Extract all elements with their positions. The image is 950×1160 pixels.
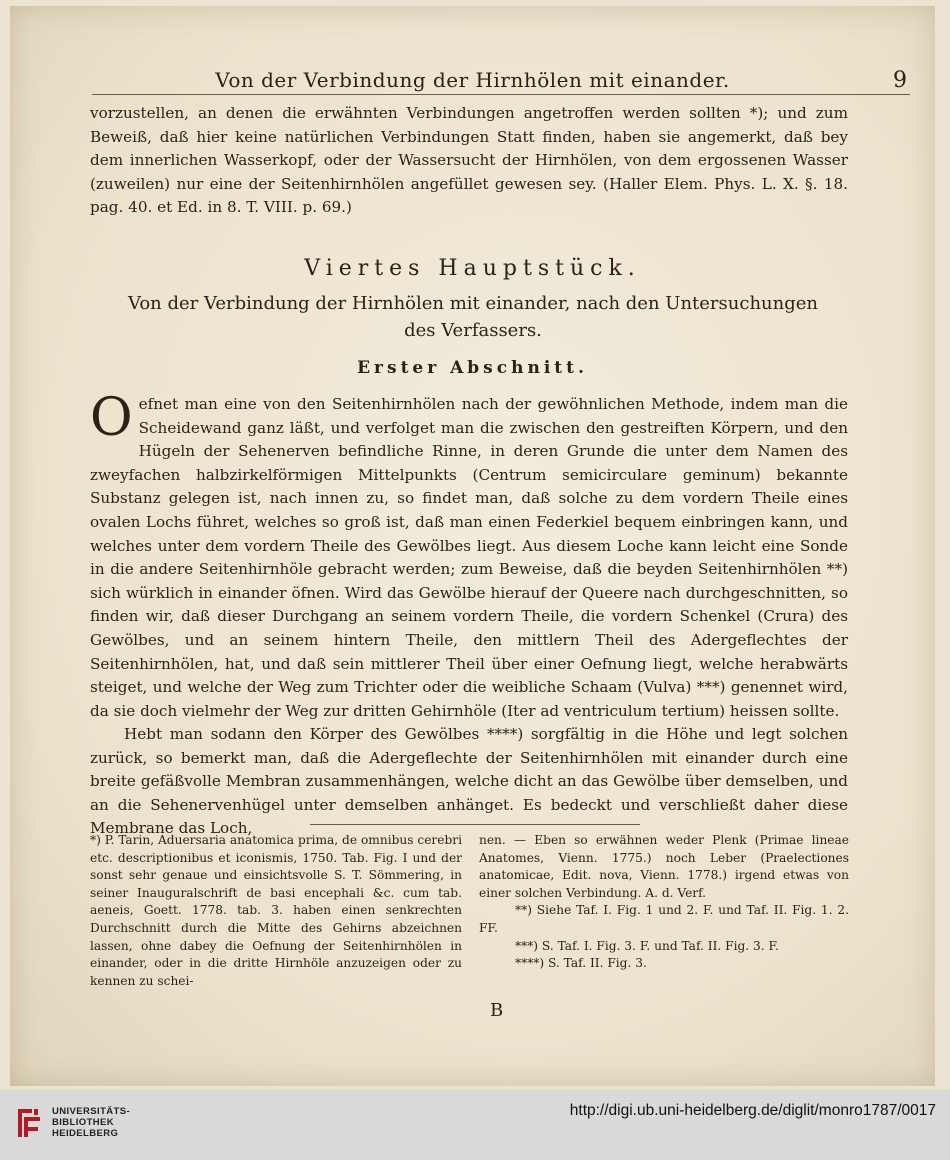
drop-capital: O bbox=[90, 388, 133, 448]
page-number: 9 bbox=[893, 68, 907, 93]
footnote-left-column: *) P. Tarin, Aduersaria anatomica prima, de omnibus cerebri etc. descriptionibus et iconismis, 1750. Tab. Fig. I und der sonst sehr genaue und einsichtsvolle S. T. Sömmering, in seiner Inauguralschrift de basi encephali &c. cum tab. aeneis, Goett. 1778. tab. 3. haben einen senkrechten Durchschnitt durch die Mitte des Gehirns abzeichnen lassen, ohne dabey die Oefnung der Seitenhirnhölen in einander, oder in die dritte Hirnhöle anzuzeigen oder zu kennen zu schei- bbox=[90, 833, 462, 988]
paragraph-3: Hebt man sodann den Körper des Gewölbes ****) sorgfältig in die Höhe und legt solchen zurück, so bemerkt man, daß die Adergeflechte der Seitenhirnhölen mit einander durch eine breite gefäßvolle Membran zusammenhängen, welche dicht an das Gewölbe über demselben, und an die Sehenervenhügel unter demselben anhänget. Es bedeckt und verschließt daher diese Membrane das Loch, bbox=[90, 725, 848, 838]
book-page bbox=[10, 6, 935, 1086]
header-rule bbox=[92, 94, 910, 95]
section-heading: Erster Abschnitt. bbox=[357, 358, 588, 378]
footer-bar bbox=[0, 1090, 950, 1160]
chapter-subheading: Von der Verbindung der Hirnhölen mit einander, nach den Untersuchungen des Verfassers. bbox=[127, 293, 818, 341]
footnote-continuation: nen. — Eben so erwähnen weder Plenk (Primae lineae Anatomes, Vienn. 1775.) noch Leber (Praelectiones anatomicae, Edit. nova, Vienn. 1778.) irgend etwas von einer solchen Verbindung. A. d. Verf. bbox=[479, 833, 849, 900]
library-name-line-2: BIBLIOTHEK bbox=[52, 1117, 115, 1128]
library-name-line-3: HEIDELBERG bbox=[52, 1128, 119, 1139]
footnote-3: ***) S. Taf. I. Fig. 3. F. und Taf. II. Fig. 3. F. bbox=[515, 938, 779, 953]
library-name-line-1: UNIVERSITÄTS- bbox=[52, 1106, 131, 1117]
footnote-2: **) Siehe Taf. I. Fig. 1 und 2. F. und Taf. II. Fig. 1. 2. FF. bbox=[479, 903, 849, 935]
paragraph-2 bbox=[90, 388, 848, 723]
footnote-4: ****) S. Taf. II. Fig. 3. bbox=[515, 956, 647, 971]
source-url[interactable]: http://digi.ub.uni-heidelberg.de/diglit/monro1787/0017 bbox=[569, 1102, 936, 1119]
library-name bbox=[52, 1106, 130, 1139]
footnote-right-column bbox=[479, 832, 849, 973]
paragraph-2-text: efnet man eine von den Seitenhirnhölen nach der gewöhnlichen Methode, indem man die Scheidewand ganz läßt, und verfolget man die zwischen den gestreiften Körpern, und den Hügeln der Sehenerven befindliche Rinne, in deren Grunde die unter dem Namen des zweyfachen halbzirkelförmigen Mittelpunkts (Centrum semicirculare geminum) bekannte Substanz gelegen ist, nach innen zu, so findet man, daß solche zu dem vordern Theile eines ovalen Lochs führet, welches so groß ist, daß man einen Federkiel bequem einbringen kann, und welches unter dem vordern Theile des Gewölbes liegt. Aus diesem Loche kann leicht eine Sonde in die andere Seitenhirnhöle gebracht werden; zum Beweise, daß die beyden Seitenhirnhölen **) sich würklich in einander öfnen. Wird das Gewölbe hierauf der Queere nach durchgeschnitten, so finden wir, daß dieser Durchgang an seinem vordern Theile, die vordern Schenkel (Crura) des Gewölbes, und an seinem hintern Theile, den mittlern Theil des Adergeflechtes der Seitenhirnhölen, hat, und daß sein mittlerer Theil über einer Oefnung liegt, welche herabwärts steiget, und welche der Weg zum Trichter oder die weibliche Schaam (Vulva) ***) genennet wird, da sie doch vielmehr der Weg zur dritten Gehirnhöle (Iter ad ventriculum tertium) heissen sollte. bbox=[90, 395, 848, 720]
footnote-rule bbox=[310, 824, 640, 825]
library-logo-icon bbox=[14, 1105, 44, 1141]
paragraph-1: vorzustellen, an denen die erwähnten Verbindungen angetroffen werden sollten *); und zum Beweiß, daß hier keine natürlichen Verbindungen Statt finden, haben sie angemerkt, daß bey dem innerlichen Wasserkopf, oder der Wassersucht der Hirnhölen, von dem ergossenen Wasser (zuweilen) nur eine der Seitenhirnhölen angefüllet gewesen sey. (Haller Elem. Phys. L. X. §. 18. pag. 40. et Ed. in 8. T. VIII. p. 69.) bbox=[90, 104, 848, 217]
signature-mark: B bbox=[490, 1000, 504, 1021]
chapter-heading: Viertes Hauptstück. bbox=[304, 256, 641, 281]
running-head: Von der Verbindung der Hirnhölen mit einander. bbox=[215, 68, 730, 92]
